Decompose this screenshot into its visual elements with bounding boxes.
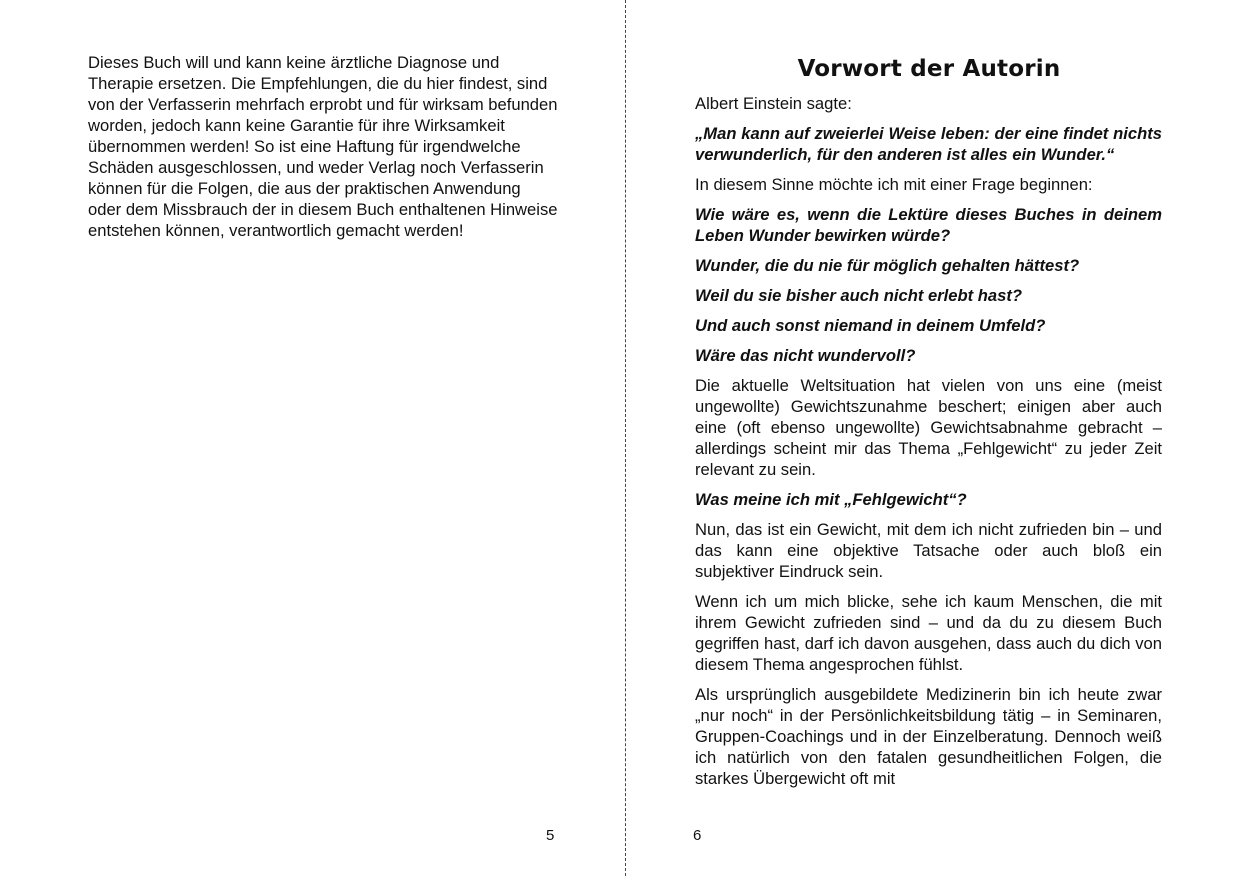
page-number-right: 6 bbox=[693, 827, 702, 844]
paragraph-question-intro: In diesem Sinne möchte ich mit einer Frage beginnen: bbox=[695, 175, 1093, 194]
chapter-body bbox=[695, 93, 1162, 798]
paragraph-question-2: Wunder, die du nie für möglich gehalten hättest? bbox=[695, 256, 1080, 275]
right-page bbox=[627, 0, 1251, 876]
left-page bbox=[0, 0, 625, 876]
paragraph-intro: Albert Einstein sagte: bbox=[695, 94, 852, 113]
chapter-title: Vorwort der Autorin bbox=[797, 56, 1061, 82]
paragraph-fehlgewicht-definition: Nun, das ist ein Gewicht, mit dem ich nicht zufrieden bin – und das kann eine objektive Tatsache oder auch bloß ein subjektiver Eindruck sein. bbox=[695, 520, 1162, 581]
paragraph-question-1: Wie wäre es, wenn die Lektüre dieses Buches in deinem Leben Wunder bewirken würde? bbox=[695, 205, 1162, 245]
paragraph-question-4: Und auch sonst niemand in deinem Umfeld? bbox=[695, 316, 1046, 335]
paragraph-question-3: Weil du sie bisher auch nicht erlebt hast? bbox=[695, 286, 1023, 305]
paragraph-world-situation: Die aktuelle Weltsituation hat vielen von uns eine (meist ungewollte) Gewichtszunahme beschert; einigen aber auch eine (oft ebenso ungewollte) Gewichtsabnahme gebracht – allerdings scheint mir das Thema „Fehlgewicht“ zu jeder Zeit relevant zu sein. bbox=[695, 376, 1162, 479]
paragraph-author-background: Als ursprünglich ausgebildete Medizinerin bin ich heute zwar „nur noch“ in der Persönlichkeitsbildung tätig – in Seminaren, Gruppen-Coachings und in der Einzelberatung. Dennoch weiß ich natürlich von den fatalen gesundheitlichen Folgen, die starkes Übergewicht oft mit bbox=[695, 685, 1162, 788]
disclaimer-paragraph: Dieses Buch will und kann keine ärztliche Diagnose und Therapie ersetzen. Die Empfehlungen, die du hier findest, sind von der Verfasserin mehrfach erprobt und für wirksam befunden worden, jedoch kann keine Garantie für ihre Wirksamkeit übernommen werden! So ist eine Haftung für irgendwelche Schäden ausgeschlossen, und weder Verlag noch Verfasserin können für die Folgen, die aus der praktischen Anwendung oder dem Missbrauch der in diesem Buch enthaltenen Hinweise entstehen können, verantwortlich gemacht werden! bbox=[88, 53, 558, 240]
page-number-left: 5 bbox=[546, 827, 555, 844]
paragraph-fehlgewicht-question: Was meine ich mit „Fehlgewicht“? bbox=[695, 490, 967, 509]
paragraph-people-weight: Wenn ich um mich blicke, sehe ich kaum Menschen, die mit ihrem Gewicht zufrieden sind – und da du zu diesem Buch gegriffen hast, darf ich davon ausgehen, dass auch du dich von diesem Thema angesprochen fühlst. bbox=[695, 592, 1162, 674]
page-divider bbox=[625, 0, 626, 876]
paragraph-quote: „Man kann auf zweierlei Weise leben: der eine findet nichts verwunderlich, für den anderen ist alles ein Wunder.“ bbox=[695, 124, 1162, 164]
paragraph-question-5: Wäre das nicht wundervoll? bbox=[695, 346, 916, 365]
